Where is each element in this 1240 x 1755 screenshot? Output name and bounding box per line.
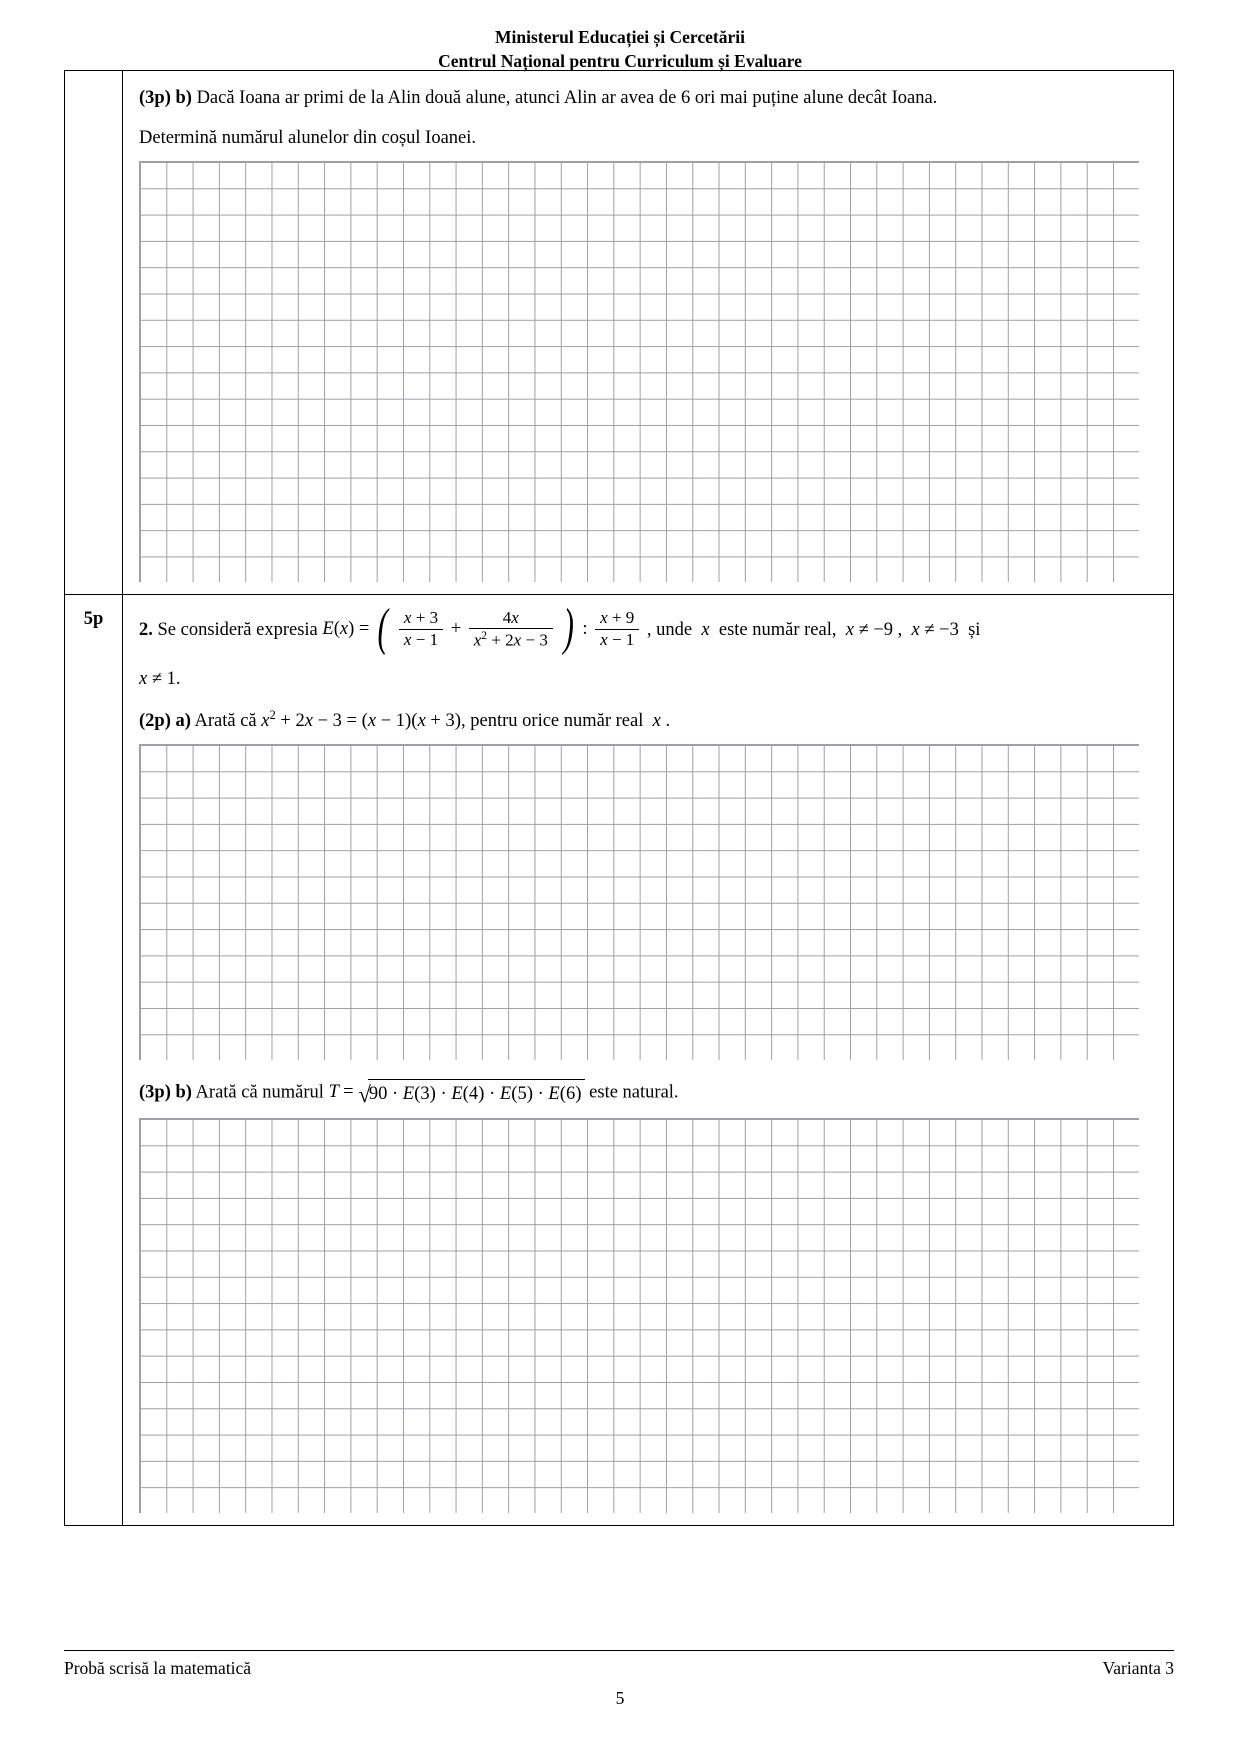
problem-2b-text-pre: Arată că numărul [191,1082,329,1103]
problem-1b-statement [139,85,1161,113]
points-cell-2: 5p [65,595,123,1526]
answer-grid-2a [139,744,1139,1060]
footer-left-text: Probă scrisă la matematică [64,1658,252,1678]
answer-grid-2b [139,1118,1139,1513]
problem-2a-text-pre: Arată că [190,710,262,731]
answer-grid-1b [139,161,1139,582]
problem-2-stem-pre: Se consideră expresia [152,619,323,640]
problem-1b-body [123,71,1173,594]
footer-right-text: Varianta 3 [1102,1658,1174,1678]
problem-1b-text: Dacă Ioana ar primi de la Alin două alune, atunci Alin ar avea de 6 ori mai puține alune decât Ioana. [191,88,938,108]
problem-1b-label: (3p) b) [139,88,192,108]
footer-divider [64,1650,1174,1651]
problem-1b-row [65,71,1173,594]
problem-2b-formula: T = √90 · E(3) · E(4) · E(5) · E(6) [329,1082,585,1102]
problem-2-body [123,595,1173,1526]
problem-2a-formula: $x^2 + 2x - 3 = (x - 1)(x + 3)$ [261,707,462,731]
problem-2-expression: E(x) = ( $\frac{x + 3}{x - 1}$ + $\frac{4x}{x^2 + 2x - 3}$ ) : $\frac{x + 9}{x - 1}$ [322,619,647,639]
fraction-3: $\frac{x + 9}{x - 1}$ [595,608,639,650]
problem-2-row [65,594,1173,1526]
problem-2a-text-post: , pentru orice număr real x . [461,710,671,731]
header-line-1: Ministerul Educației și Cercetării [495,27,745,47]
problem-2b-label: (3p) b) [139,1082,192,1103]
problem-2-number: 2. [139,619,153,640]
problem-2-stem-post-2: x ≠ 1. [139,668,181,689]
exam-content-table [64,70,1174,1526]
problem-2a-statement [139,706,1161,736]
points-cell-1b [65,71,123,594]
page-number: 5 [615,1688,625,1708]
fraction-2: $\frac{4x}{x^2 + 2x - 3}$ [469,608,553,651]
problem-1b-statement-2: Determină numărul alunelor din coșul Ioanei. [139,127,477,148]
problem-2-stem-post: , unde x este număr real, x ≠ −9 , x ≠ −3 și [646,619,981,640]
document-header [0,26,1240,73]
problem-2b-statement [139,1076,1161,1111]
fraction-1: $\frac{x + 3}{x - 1}$ [399,608,443,650]
problem-2-statement [139,599,1161,657]
problem-2b-text-post: este natural. [584,1082,679,1103]
problem-2a-label: (2p) a) [139,710,191,731]
header-line-2: Centrul Național pentru Curriculum și Evaluare [438,50,802,71]
